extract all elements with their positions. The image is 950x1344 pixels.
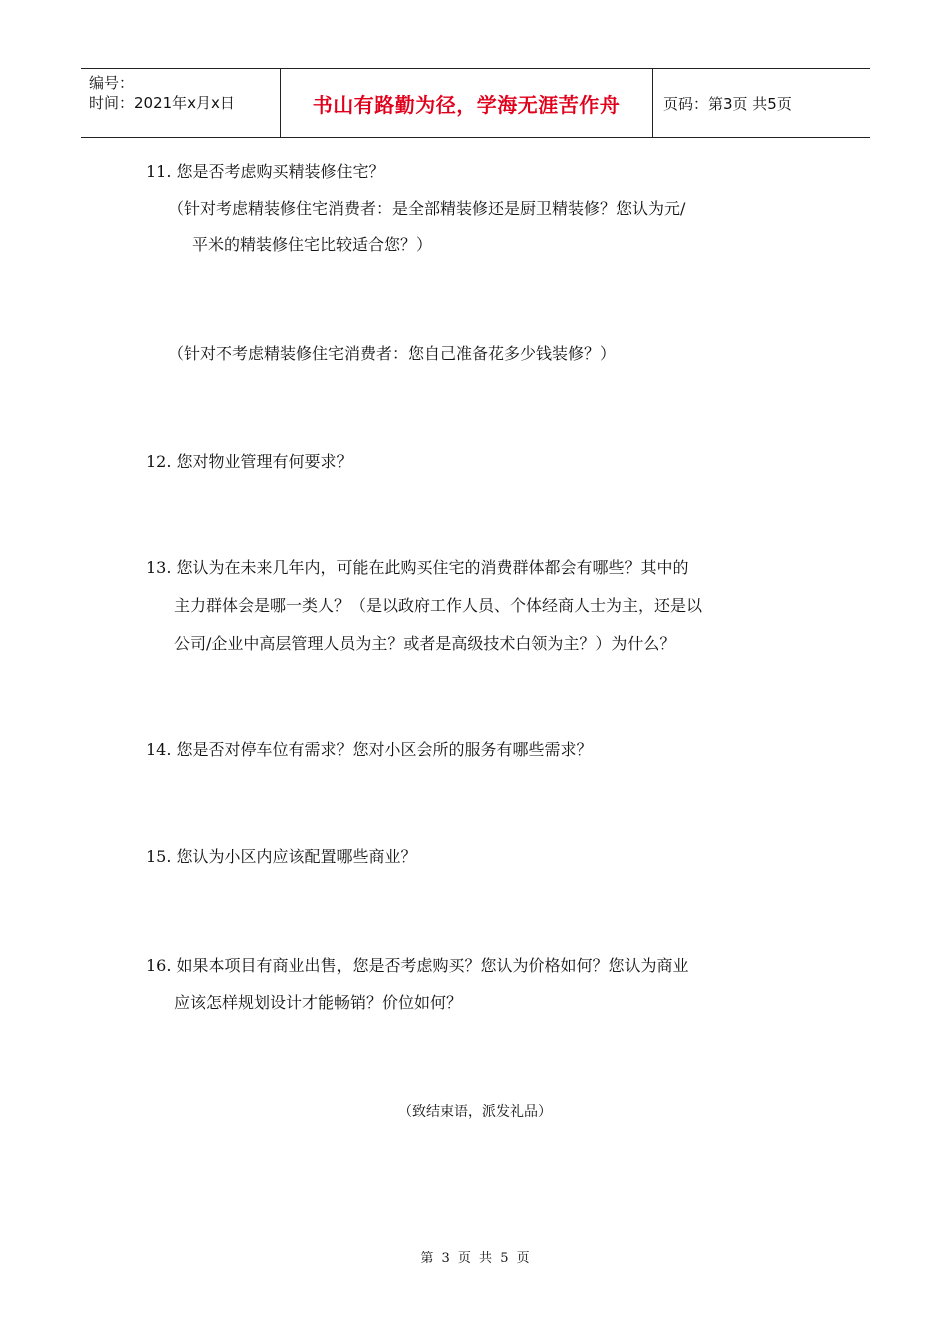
page-header	[81, 68, 870, 138]
q11-sub2: （针对不考虑精装修住宅消费者：您自己准备花多少钱装修？）	[168, 344, 617, 363]
q13-line1: 13. 您认为在未来几年内，可能在此购买住宅的消费群体都会有哪些？其中的	[146, 558, 689, 577]
q13-line3: 公司/企业中高层管理人员为主？或者是高级技术白领为主？）为什么？	[174, 634, 676, 653]
time-label: 时间：2021年x月x日	[89, 94, 235, 112]
header-meta	[81, 69, 281, 137]
q11-sub1-line1: （针对考虑精装修住宅消费者：是全部精装修还是厨卫精装修？您认为元/	[168, 199, 686, 218]
q15-title: 15. 您认为小区内应该配置哪些商业？	[146, 847, 417, 866]
closing-remark: （致结束语，派发礼品）	[398, 1104, 552, 1120]
header-motto	[281, 69, 653, 137]
q16-line2: 应该怎样规划设计才能畅销？价位如何？	[174, 993, 463, 1012]
motto-text: 书山有路勤为径，学海无涯苦作舟	[312, 92, 621, 117]
q12-title: 12. 您对物业管理有何要求？	[146, 452, 353, 471]
q11-title: 11. 您是否考虑购买精装修住宅？	[146, 162, 385, 181]
header-page-info: 页码：第3页 共5页	[663, 94, 792, 113]
q11-sub1-line2: 平米的精装修住宅比较适合您？）	[192, 235, 433, 254]
page-footer: 第 3 页 共 5 页	[420, 1251, 530, 1266]
q14-title: 14. 您是否对停车位有需求？您对小区会所的服务有哪些需求？	[146, 740, 593, 759]
q13-line2: 主力群体会是哪一类人？（是以政府工作人员、个体经商人士为主，还是以	[174, 596, 703, 615]
q16-line1: 16. 如果本项目有商业出售，您是否考虑购买？您认为价格如何？您认为商业	[146, 956, 689, 975]
number-label: 编号：	[89, 74, 135, 92]
